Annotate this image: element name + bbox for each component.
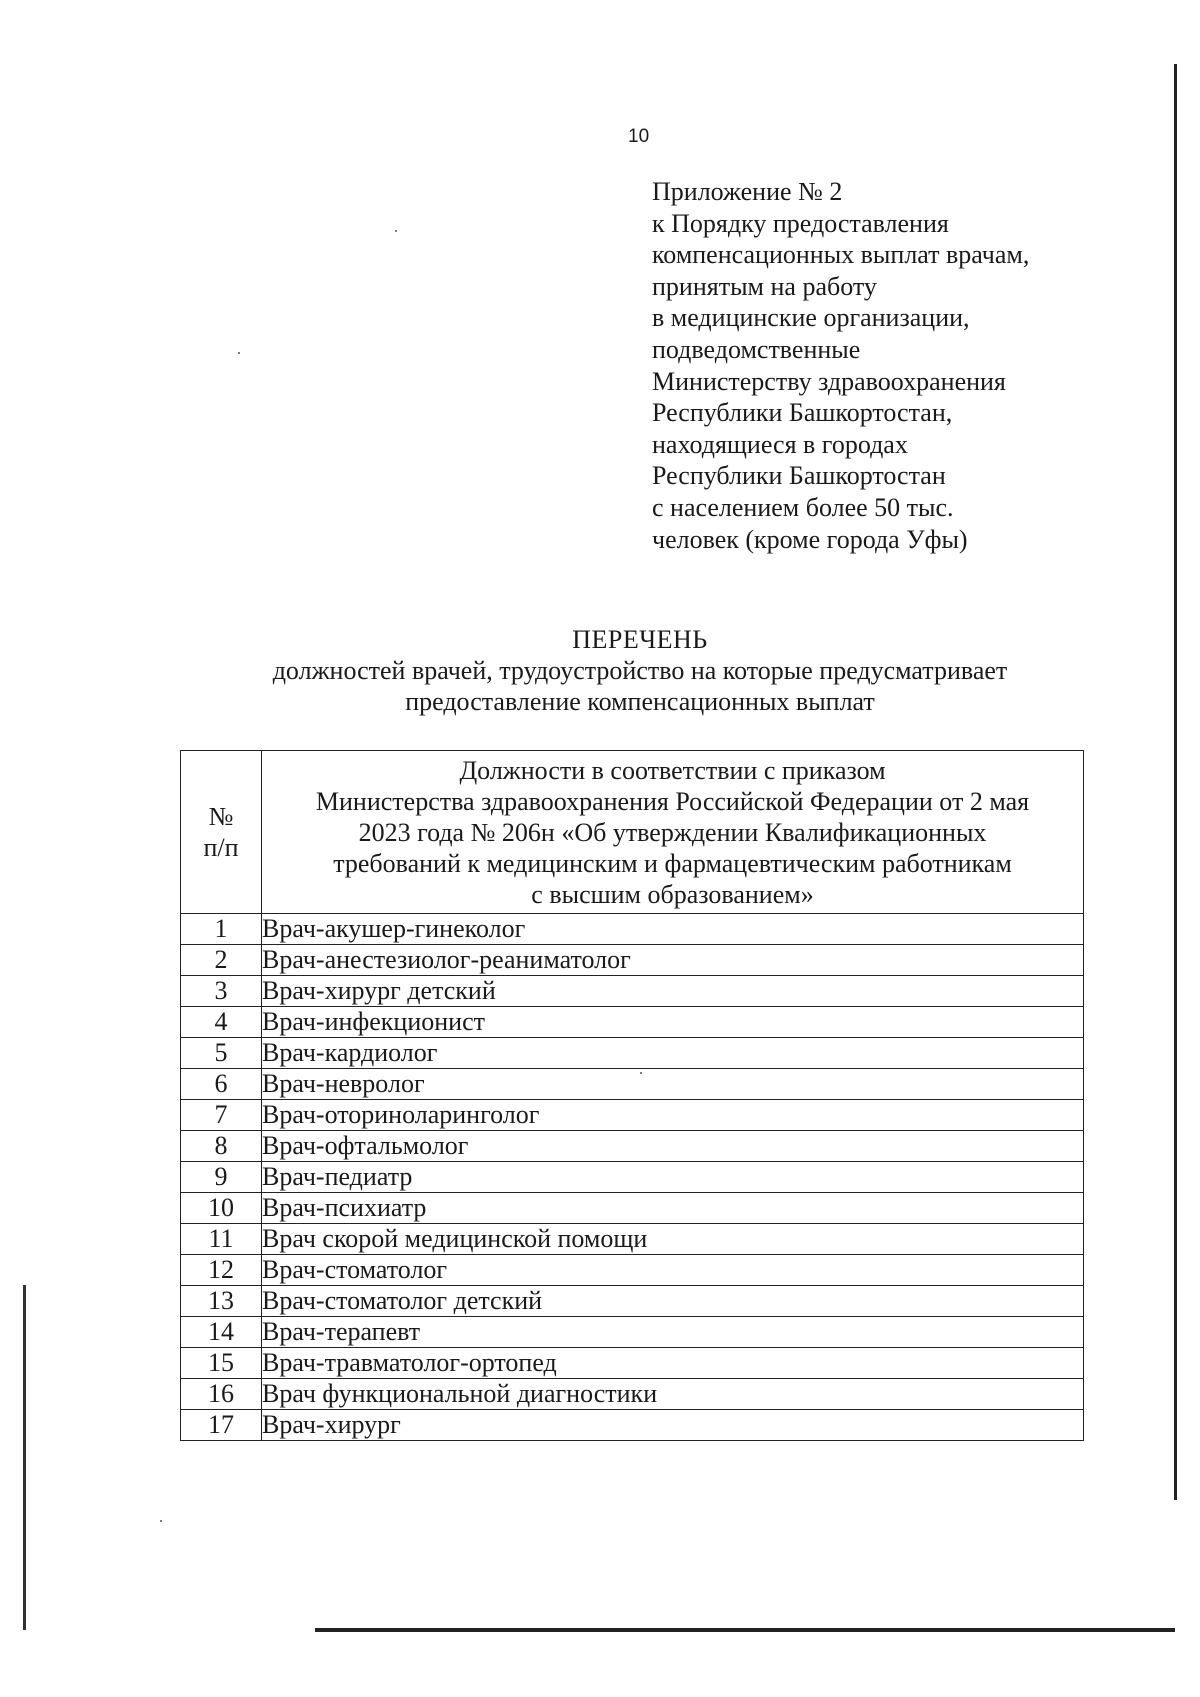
- table-header-row: [181, 751, 1084, 914]
- document-title: [180, 624, 1100, 717]
- table-row: [181, 945, 1084, 976]
- row-position: Врач-стоматолог: [262, 1255, 1084, 1286]
- row-position: Врач-психиатр: [262, 1193, 1084, 1224]
- row-number: 5: [181, 1038, 262, 1069]
- scan-speck: [160, 1520, 162, 1522]
- header-position-line: Министерства здравоохранения Российской Федерации от 2 мая: [315, 786, 1030, 816]
- title-main: ПЕРЕЧЕНЬ: [572, 625, 708, 654]
- row-position: Врач-акушер-гинеколог: [262, 914, 1084, 945]
- appendix-heading: [652, 176, 1029, 555]
- table-row: [181, 1100, 1084, 1131]
- positions-table: [180, 750, 1084, 1441]
- table-row: [181, 1224, 1084, 1255]
- row-number: 14: [181, 1317, 262, 1348]
- row-position: Врач-невролог: [262, 1069, 1084, 1100]
- table-row: [181, 914, 1084, 945]
- scan-edge-right: [1174, 64, 1177, 1500]
- appendix-line: Министерству здравоохранения: [652, 366, 1006, 396]
- row-position: Врач-кардиолог: [262, 1038, 1084, 1069]
- scan-edge-bottom: [315, 1628, 1175, 1632]
- page-number: 10: [628, 126, 650, 147]
- row-number: 1: [181, 914, 262, 945]
- header-position-line: требований к медицинским и фармацевтическим работникам: [333, 848, 1012, 878]
- appendix-line: человек (кроме города Уфы): [652, 524, 968, 554]
- title-subtitle-line: предоставление компенсационных выплат: [405, 687, 875, 716]
- table-row: [181, 1069, 1084, 1100]
- row-position: Врач-инфекционист: [262, 1007, 1084, 1038]
- title-subtitle-line: должностей врачей, трудоустройство на которые предусматривает: [272, 656, 1008, 685]
- row-number: 9: [181, 1162, 262, 1193]
- table-row: [181, 1193, 1084, 1224]
- table-row: [181, 1379, 1084, 1410]
- row-position: Врач-хирург: [262, 1410, 1084, 1441]
- row-position: Врач-педиатр: [262, 1162, 1084, 1193]
- appendix-line: Республики Башкортостан,: [652, 398, 953, 428]
- header-number-symbol: №: [208, 802, 234, 831]
- appendix-line: Приложение № 2: [652, 177, 843, 206]
- header-position-line: Должности в соответствии с приказом: [459, 755, 886, 785]
- row-number: 7: [181, 1100, 262, 1131]
- row-number: 15: [181, 1348, 262, 1379]
- table-row: [181, 1131, 1084, 1162]
- row-number: 12: [181, 1255, 262, 1286]
- table-row: [181, 1410, 1084, 1441]
- table-row: [181, 1255, 1084, 1286]
- row-position: Врач скорой медицинской помощи: [262, 1224, 1084, 1255]
- appendix-line: с населением более 50 тыс.: [652, 492, 954, 522]
- table-row: [181, 976, 1084, 1007]
- scan-edge-left: [23, 1285, 26, 1630]
- row-position: Врач-стоматолог детский: [262, 1286, 1084, 1317]
- appendix-line: компенсационных выплат врачам,: [652, 240, 1030, 270]
- table-row: [181, 1038, 1084, 1069]
- row-number: 13: [181, 1286, 262, 1317]
- table-row: [181, 1162, 1084, 1193]
- scan-speck: [238, 352, 240, 354]
- row-position: Врач-оториноларинголог: [262, 1100, 1084, 1131]
- row-position: Врач-терапевт: [262, 1317, 1084, 1348]
- appendix-line: Республики Башкортостан: [652, 461, 946, 491]
- header-position-line: 2023 года № 206н «Об утверждении Квалификационных: [358, 817, 987, 847]
- header-position: [262, 751, 1084, 914]
- row-number: 8: [181, 1131, 262, 1162]
- header-number: [181, 751, 262, 914]
- appendix-line: к Порядку предоставления: [652, 208, 949, 238]
- table-row: [181, 1317, 1084, 1348]
- row-number: 17: [181, 1410, 262, 1441]
- appendix-line: подведомственные: [652, 334, 861, 364]
- row-position: Врач функциональной диагностики: [262, 1379, 1084, 1410]
- appendix-line: в медицинские организации,: [652, 303, 970, 333]
- table-row: [181, 1348, 1084, 1379]
- row-number: 2: [181, 945, 262, 976]
- header-number-abbrev: п/п: [203, 833, 239, 862]
- row-number: 10: [181, 1193, 262, 1224]
- row-number: 4: [181, 1007, 262, 1038]
- scan-speck: [395, 230, 397, 232]
- appendix-line: находящиеся в городах: [652, 429, 908, 459]
- row-number: 3: [181, 976, 262, 1007]
- appendix-line: принятым на работу: [652, 271, 877, 301]
- row-number: 11: [181, 1224, 262, 1255]
- table-row: [181, 1007, 1084, 1038]
- row-position: Врач-анестезиолог-реаниматолог: [262, 945, 1084, 976]
- header-position-line: с высшим образованием»: [531, 879, 814, 909]
- row-number: 16: [181, 1379, 262, 1410]
- row-position: Врач-офтальмолог: [262, 1131, 1084, 1162]
- row-position: Врач-хирург детский: [262, 976, 1084, 1007]
- row-position: Врач-травматолог-ортопед: [262, 1348, 1084, 1379]
- row-number: 6: [181, 1069, 262, 1100]
- table-row: [181, 1286, 1084, 1317]
